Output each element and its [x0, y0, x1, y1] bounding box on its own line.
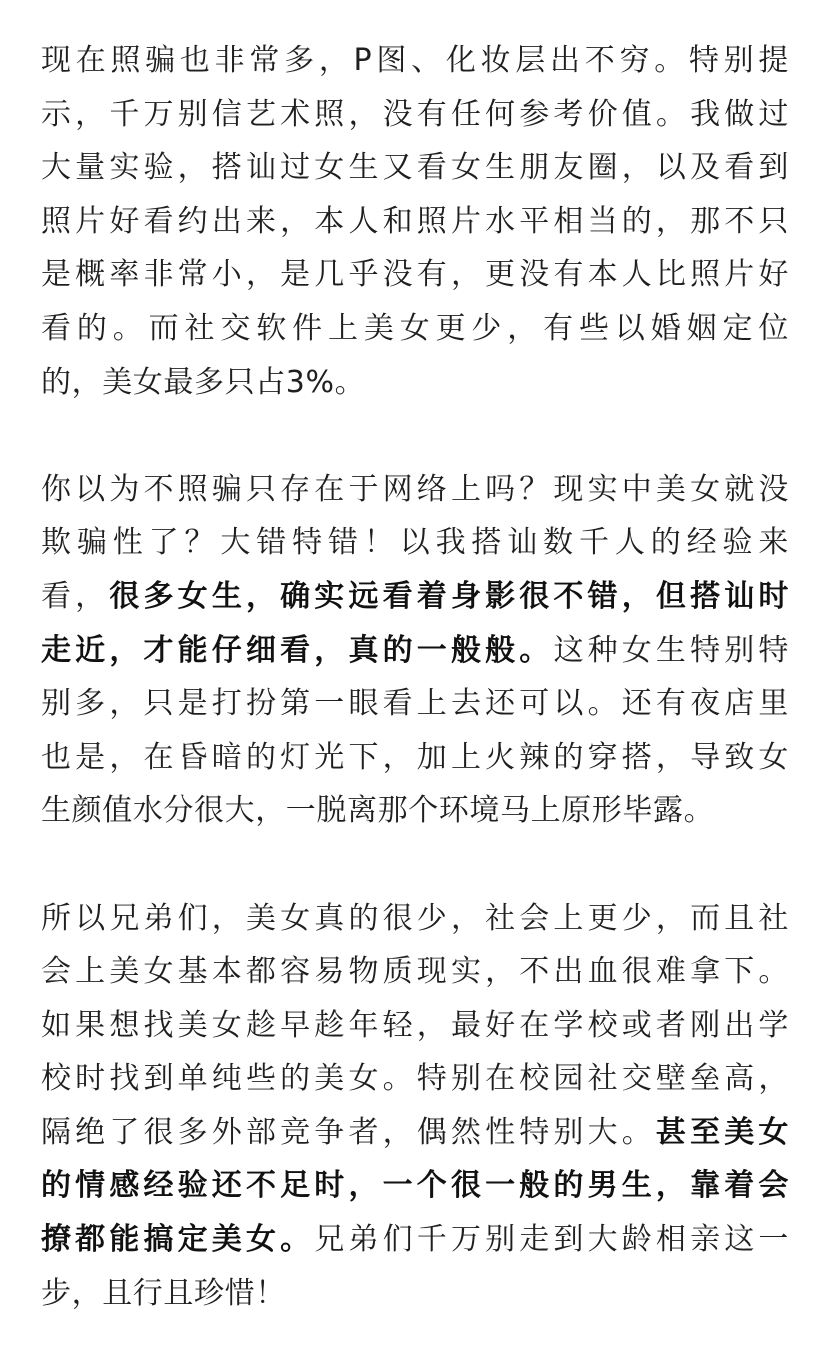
body-text: 这种女生特别特 [553, 632, 790, 668]
text-line [41, 141, 789, 195]
text-line [41, 356, 789, 410]
emphasized-text: 走近，才能仔细看，真的一般般。 [41, 632, 554, 668]
article-body [41, 34, 789, 1320]
body-text: 校时找到单纯些的美女。特别在校园社交壁垒高， [41, 1061, 789, 1097]
paragraph [41, 892, 789, 1321]
emphasized-text: 撩都能搞定美女。 [41, 1222, 315, 1258]
text-line [41, 195, 789, 249]
text-line [41, 677, 789, 731]
body-text: 所以兄弟们，美女真的很少，社会上更少，而且社 [41, 900, 789, 936]
text-line [41, 463, 789, 517]
body-text: 别多，只是打扮第一眼看上去还可以。还有夜店里 [41, 686, 789, 722]
body-text: 你以为不照骗只存在于网络上吗？现实中美女就没 [41, 471, 789, 507]
body-text: 示，千万别信艺术照，没有任何参考价值。我做过 [41, 96, 789, 132]
text-line [41, 570, 789, 624]
text-line [41, 945, 789, 999]
text-line [41, 302, 789, 356]
body-text: 大量实验，搭讪过女生又看女生朋友圈，以及看到 [41, 150, 789, 186]
paragraph [41, 463, 789, 838]
body-text: 也是，在昏暗的灯光下，加上火辣的穿搭，导致女 [41, 739, 789, 775]
text-line [41, 1213, 789, 1267]
body-text: 现在照骗也非常多，P图、化妆层出不穷。特别提 [41, 43, 789, 78]
text-line [41, 88, 789, 142]
body-text: 照片好看约出来，本人和照片水平相当的，那不只 [41, 203, 789, 239]
text-line [41, 1106, 789, 1160]
body-text: 欺骗性了？大错特错！以我搭讪数千人的经验来 [41, 525, 789, 561]
body-text: 是概率非常小，是几乎没有，更没有本人比照片好 [41, 257, 789, 293]
text-line [41, 1267, 789, 1321]
body-text: 看， [41, 578, 110, 614]
body-text: 步，且行且珍惜！ [41, 1275, 286, 1311]
text-line [41, 999, 789, 1053]
body-text: 看的。而社交软件上美女更少，有些以婚姻定位 [41, 310, 789, 346]
body-text: 如果想找美女趁早趁年轻，最好在学校或者刚出学 [41, 1007, 789, 1043]
text-line [41, 1052, 789, 1106]
text-line [41, 34, 789, 88]
text-line [41, 731, 789, 785]
text-line [41, 892, 789, 946]
paragraph [41, 34, 789, 409]
text-line [41, 624, 789, 678]
body-text: 隔绝了很多外部竞争者，偶然性特别大。 [41, 1114, 656, 1150]
emphasized-text: 的情感经验还不足时，一个很一般的男生，靠着会 [41, 1168, 789, 1204]
body-text: 会上美女基本都容易物质现实，不出血很难拿下。 [41, 954, 789, 990]
body-text: 生颜值水分很大，一脱离那个环境马上原形毕露。 [41, 793, 715, 829]
body-text: 的，美女最多只占3%。 [41, 364, 366, 400]
text-line [41, 784, 789, 838]
text-line [41, 1159, 789, 1213]
emphasized-text: 很多女生，确实远看着身影很不错，但搭讪时 [109, 578, 790, 614]
text-line [41, 248, 789, 302]
emphasized-text: 甚至美女 [655, 1114, 789, 1150]
body-text: 兄弟们千万别走到大龄相亲这一 [314, 1222, 789, 1258]
text-line [41, 516, 789, 570]
